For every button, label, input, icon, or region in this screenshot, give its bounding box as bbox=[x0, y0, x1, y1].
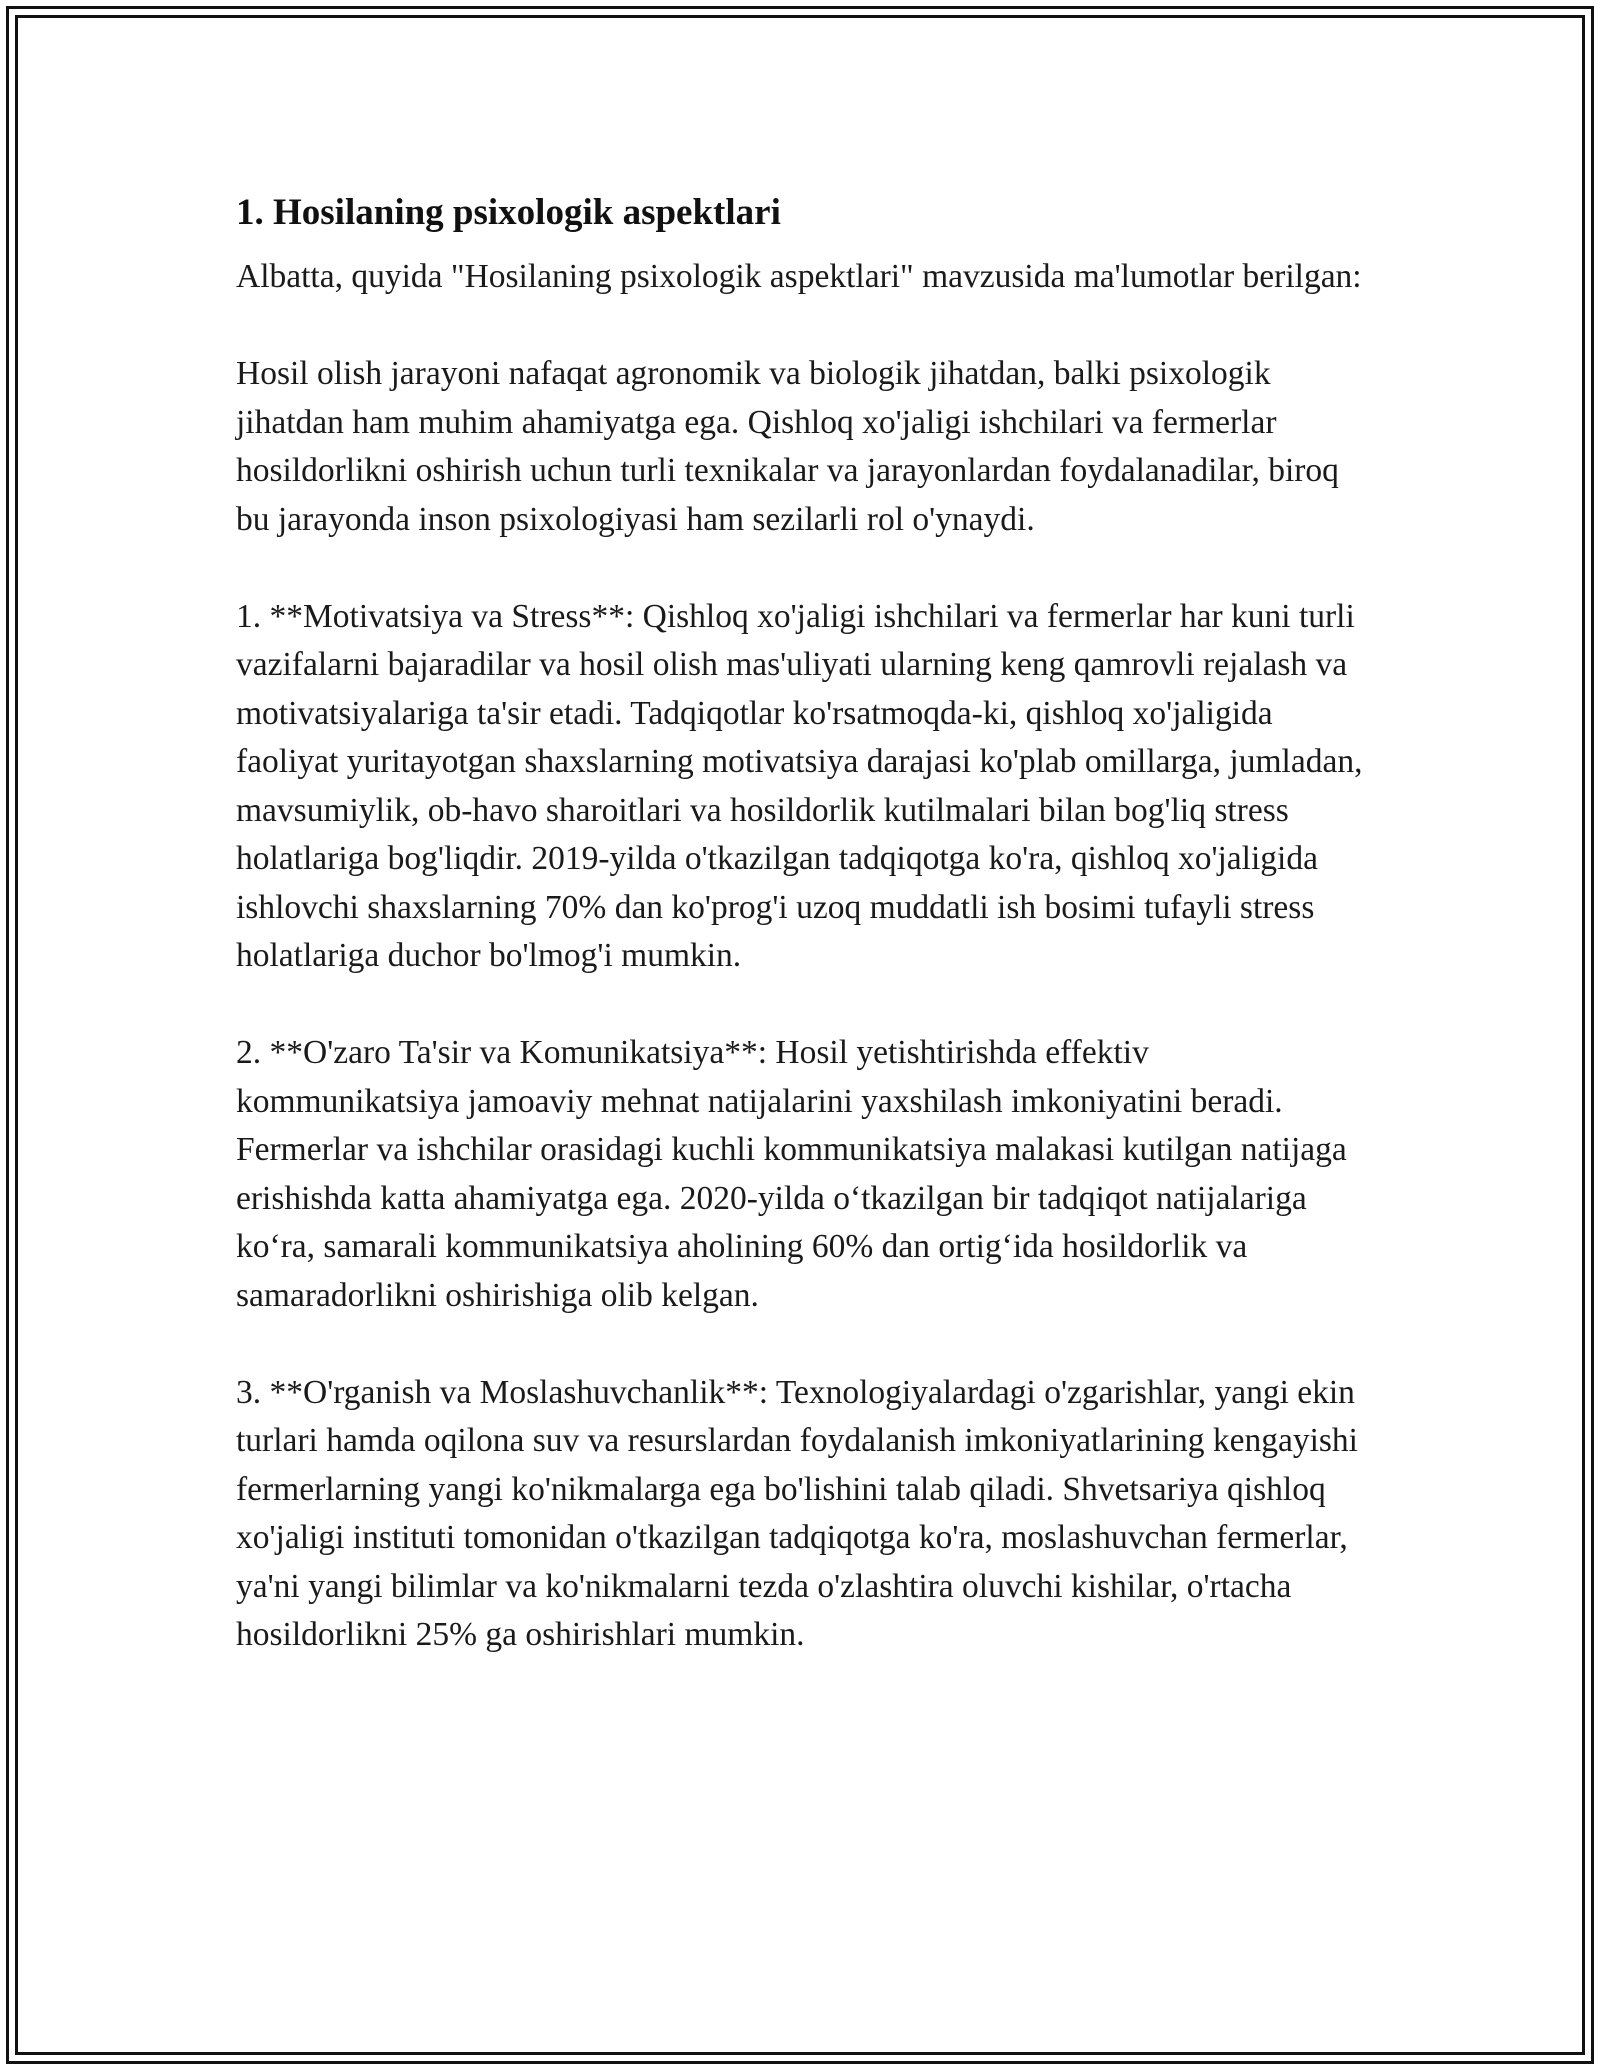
intro-paragraph: Albatta, quyida "Hosilaning psixologik aspektlari" mavzusida ma'lumotlar berilgan: bbox=[236, 258, 1362, 295]
document-body bbox=[236, 187, 1366, 1708]
section-title: 1. Hosilaning psixologik aspektlari bbox=[236, 192, 781, 233]
point-motivation-stress: 1. **Motivatsiya va Stress**: Qishloq xo'jaligi ishchilari va fermerlar har kuni turli vazifalarni bajaradilar va hosil olish mas'uliyati ularning keng qamrovli rejalash va motivatsiyalariga ta'sir etadi. Tadqiqotlar ko'rsatmoqda-ki, qishloq xo'jaligida faoliyat yuritayotgan shaxslarning motivatsiya darajasi ko'plab omillarga, jumladan, mavsumiylik, ob-havo sharoitlari va hosildorlik kutilmalari bilan bog'liq stress holatlariga bog'liqdir. 2019-yilda o'tkazilgan tadqiqotga ko'ra, qishloq xo'jaligida ishlovchi shaxslarning 70% dan ko'prog'i uzoq muddatli ish bosimi tufayli stress holatlariga duchor bo'lmog'i mumkin. bbox=[236, 597, 1363, 974]
overview-paragraph: Hosil olish jarayoni nafaqat agronomik va biologik jihatdan, balki psixologik jihatdan ham muhim ahamiyatga ega. Qishloq xo'jaligi ishchilari va fermerlar hosildorlikni oshirish uchun turli texnikalar va jarayonlardan foydalanadilar, biroq bu jarayonda inson psixologiyasi ham sezilarli rol o'ynaydi. bbox=[236, 355, 1339, 538]
point-interaction-communication: 2. **O'zaro Ta'sir va Komunikatsiya**: Hosil yetishtirishda effektiv kommunikatsiya jamoaviy mehnat natijalarini yaxshilash imkoniyatini beradi. Fermerlar va ishchilar orasidagi kuchli kommunikatsiya malakasi kutilgan natijaga erishishda katta ahamiyatga ega. 2020-yilda o‘tkazilgan bir tadqiqot natijalariga ko‘ra, samarali kommunikatsiya aholining 60% dan ortig‘ida hosildorlik va samaradorlikni oshirishiga olib kelgan. bbox=[236, 1034, 1347, 1314]
point-learning-adaptability: 3. **O'rganish va Moslashuvchanlik**: Texnologiyalardagi o'zgarishlar, yangi ekin turlari hamda oqilona suv va resurslardan foydalanish imkoniyatlarining kengayishi fermerlarning yangi ko'nikmalarga ega bo'lishini talab qiladi. Shvetsariya qishloq xo'jaligi instituti tomonidan o'tkazilgan tadqiqotga ko'ra, moslashuvchan fermerlar, ya'ni yangi bilimlar va ko'nikmalarni tezda o'zlashtira oluvchi kishilar, o'rtacha hosildorlikni 25% ga oshirishlari mumkin. bbox=[236, 1373, 1358, 1653]
